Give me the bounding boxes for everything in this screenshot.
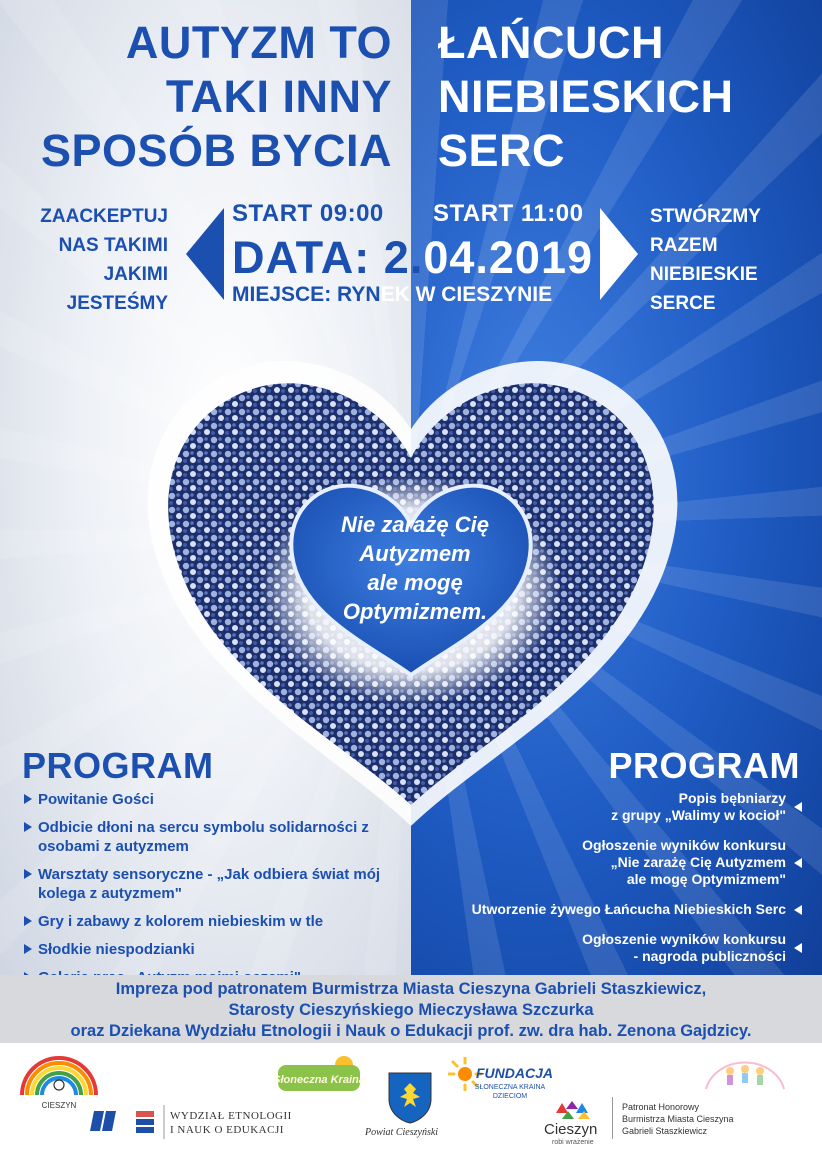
- slogan-left-line: JAKIMI: [103, 264, 168, 285]
- start-time-right: START 11:00: [433, 200, 584, 227]
- program-item: [404, 837, 804, 888]
- program-item-line: z grupy „Walimy w kocioł": [611, 807, 786, 823]
- program-list-right: [404, 790, 804, 978]
- patronage-bar: [0, 975, 822, 1043]
- title-left-line: SPOSÓB BYCIA: [40, 125, 392, 176]
- event-date: [232, 232, 593, 284]
- honorary-line: Patronat Honorowy: [622, 1102, 700, 1112]
- faculty-line: WYDZIAŁ ETNOLOGII: [170, 1110, 292, 1122]
- title-right-line: SERC: [438, 125, 566, 176]
- title-left-line: TAKI INNY: [165, 71, 392, 122]
- powiat-coat-of-arms-icon: [385, 1069, 435, 1125]
- heart-message-line: Nie zarażę Cię: [341, 512, 489, 537]
- start-time-left: START 09:00: [232, 200, 384, 227]
- powiat-logo-text: Powiat Cieszyński: [365, 1127, 439, 1138]
- event-date-part: DATA: 2.: [232, 232, 424, 283]
- title-left-line: AUTYZM TO: [125, 17, 392, 68]
- honorary-divider: [612, 1097, 613, 1139]
- school-logo-text: CIESZYN: [41, 1101, 77, 1110]
- event-place-part: EK W CIESZYNIE: [380, 283, 553, 306]
- faculty-logo-text: [170, 1109, 292, 1137]
- children-drawing-logo: [700, 1049, 790, 1101]
- program-item-line: Ogłoszenie wyników konkursu: [582, 837, 786, 853]
- program-item: Gry i zabawy z kolorem niebieskim w tle: [22, 912, 402, 931]
- patronage-line: Starosty Cieszyńskiego Mieczysława Szczurka: [228, 1001, 594, 1019]
- program-item-line: - nagroda publiczności: [633, 948, 786, 964]
- patronage-line: oraz Dziekana Wydziału Etnologii i Nauk o Edukacji prof. zw. dra hab. Zenona Gajdzicy.: [70, 1022, 752, 1040]
- program-item: Powitanie Gości: [22, 790, 402, 809]
- program-item-line: „Nie zarażę Cię Autyzmem: [610, 854, 786, 870]
- program-item: [404, 931, 804, 965]
- honorary-patronage-text: [622, 1101, 734, 1137]
- program-item: Odbicie dłoni na sercu symbolu solidarności z osobami z autyzmem: [22, 818, 402, 856]
- program-item: Słodkie niespodzianki: [22, 940, 402, 959]
- fundacja-logo-sub: [474, 1083, 546, 1101]
- slogan-left-line: NAS TAKIMI: [58, 235, 168, 256]
- cieszyn-city-logo-mark: [552, 1099, 596, 1121]
- fundacja-sub-line: DZIECIOM: [492, 1093, 528, 1100]
- title-left: [0, 16, 392, 178]
- slogan-right-line: NIEBIESKIE: [650, 264, 758, 285]
- heart-message-line: Autyzmem: [359, 541, 471, 566]
- heart-message-line: Optymizmem.: [342, 599, 488, 624]
- slogan-right-line: RAZEM: [650, 235, 718, 256]
- heart-message: [295, 510, 535, 626]
- event-place-part: MIEJSCE: RYN: [232, 283, 381, 306]
- university-logo-mark: [90, 1105, 170, 1139]
- cieszyn-city-logo-text: Cieszyn: [544, 1121, 598, 1138]
- arrow-right-icon: [600, 208, 638, 300]
- program-item-line: Popis bębniarzy: [678, 790, 786, 806]
- honorary-line: Gabrieli Staszkiewicz: [622, 1126, 708, 1136]
- patronage-line: Impreza pod patronatem Burmistrza Miasta Cieszyna Gabrieli Staszkiewicz,: [115, 980, 707, 998]
- sloneczna-kraina-logo: [272, 1051, 368, 1099]
- sponsor-logos: [0, 1043, 822, 1152]
- program-title-left: PROGRAM: [22, 745, 214, 786]
- slogan-left-line: ZAACKEPTUJ: [40, 206, 168, 227]
- slogan-right-line: SERCE: [650, 293, 716, 314]
- sloneczna-logo-text: Słoneczna Kraina: [273, 1074, 365, 1086]
- program-list-left: [22, 790, 402, 996]
- program-item-line: Utworzenie żywego Łańcucha Niebieskich Serc: [471, 901, 786, 917]
- heart-message-line: ale mogę: [367, 570, 463, 595]
- honorary-line: Burmistrza Miasta Cieszyna: [622, 1114, 734, 1124]
- program-item: Warsztaty sensoryczne - „Jak odbiera świat mój kolega z autyzmem": [22, 865, 402, 903]
- slogan-right: [650, 202, 820, 318]
- slogan-left-line: JESTEŚMY: [66, 293, 168, 314]
- cieszyn-city-logo-sub: robi wrażenie: [552, 1139, 594, 1146]
- faculty-line: I NAUK O EDUKACJI: [170, 1124, 284, 1136]
- program-item: [404, 790, 804, 824]
- title-right-line: NIEBIESKICH: [438, 71, 734, 122]
- arrow-left-icon: [186, 208, 224, 300]
- event-date-part: 04.2019: [423, 232, 593, 283]
- rainbow-school-logo: [14, 1051, 104, 1111]
- program-item-line: ale mogę Optymizmem": [626, 871, 786, 887]
- title-right-line: ŁAŃCUCH: [438, 17, 664, 68]
- program-item-line: Ogłoszenie wyników konkursu: [582, 931, 786, 947]
- slogan-right-line: STWÓRZMY: [650, 206, 761, 227]
- fundacja-sub-line: SŁONECZNA KRAINA: [474, 1084, 546, 1091]
- event-place: [232, 283, 552, 307]
- title-right: [438, 16, 818, 178]
- slogan-left: [6, 202, 168, 318]
- fundacja-logo-title: FUNDACJA: [476, 1065, 553, 1081]
- program-item: [404, 901, 804, 918]
- program-title-right: PROGRAM: [608, 745, 800, 786]
